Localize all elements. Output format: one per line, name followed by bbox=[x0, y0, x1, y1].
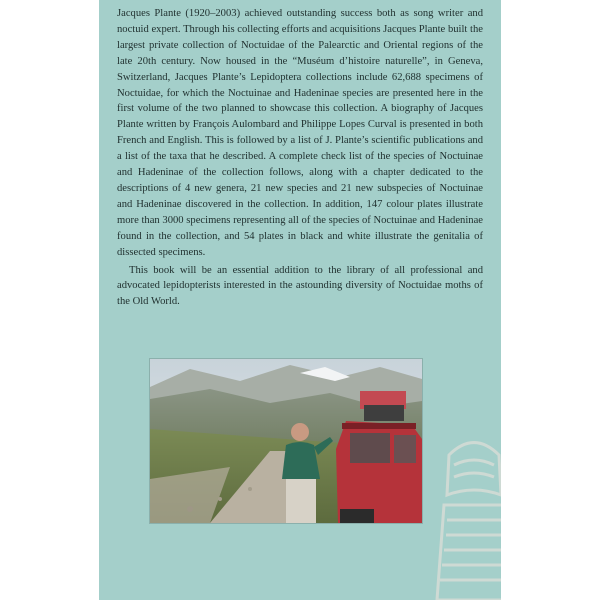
back-cover bbox=[99, 0, 501, 600]
sphinx-watermark-icon bbox=[429, 425, 501, 600]
blurb-paragraph-2: This book will be an essential addition to the library of all professional and advocated lepidopterists interested in the astounding diversity of Noctuidae moths of the Old World. bbox=[117, 264, 483, 308]
cover-blurb bbox=[117, 6, 483, 310]
blurb-paragraph-1: Jacques Plante (1920–2003) achieved outstanding success both as song writer and noctuid expert. Through his collecting efforts and acquisitions Jacques Plante built the largest private collection of Noctuidae of the Palearctic and Oriental regions of the late 20th century. Now housed in the “Muséum d’histoire naturelle”, in Geneva, Switzerland, Jacques Plante’s Lepidoptera collections include 62,688 specimens of Noctuidae, for which the Noctuinae and Hadeninae species are presented here in the first volume of the two planned to showcase this collection. A biography of Jacques Plante written by François Aulombard and Philippe Lopes Curval is presented in both French and English. This is followed by a list of J. Plante’s scientific publications and a list of the taxa that he described. A complete check list of the species of Noctuinae and Hadeninae of the collection follows, along with a chapter dedicated to the descriptions of 4 new genera, 21 new species and 21 new subspecies of Noctuinae and Hadeninae discovered in the collection. In addition, 147 colour plates illustrate more than 3000 specimens representing all of the species of Noctuinae and Hadeninae found in the collection, and 54 plates in black and white illustrate the genitalia of dissected specimens. bbox=[117, 8, 483, 258]
cover-photograph bbox=[150, 359, 422, 523]
